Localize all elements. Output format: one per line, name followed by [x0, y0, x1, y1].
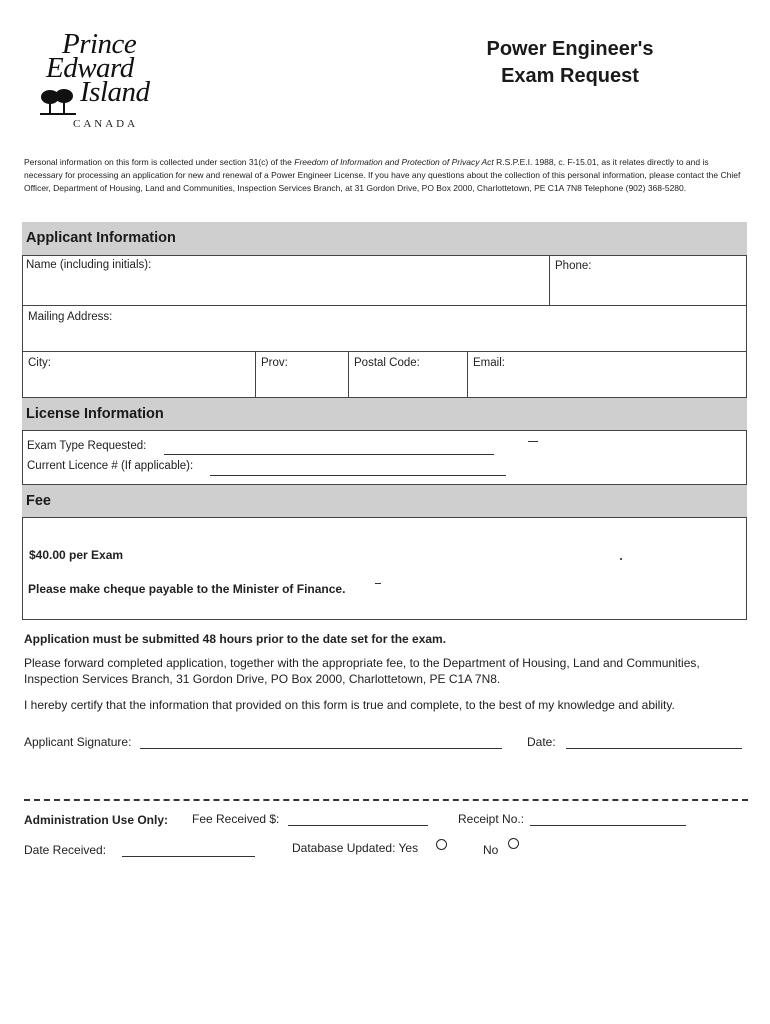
applicant-header [22, 222, 747, 256]
logo-text-canada: CANADA [73, 118, 139, 130]
certification-text: I hereby certify that the information that provided on this form is true and complete, to the best of my knowledge and ability. [24, 698, 675, 712]
fee-header [22, 484, 747, 518]
no-label: No [483, 843, 499, 857]
privacy-notice [24, 156, 748, 194]
fee-heading: Fee [26, 493, 51, 509]
phone-label: Phone: [555, 260, 592, 272]
current-licence-label: Current Licence # (If applicable): [27, 460, 194, 472]
phone-field[interactable] [550, 257, 746, 305]
signature-line[interactable] [140, 748, 502, 749]
postal-code-label: Postal Code: [354, 357, 420, 369]
signature-label: Applicant Signature: [24, 735, 132, 749]
database-yes-radio[interactable] [436, 839, 447, 850]
pei-logo [30, 22, 270, 140]
forward-instructions: Please forward completed application, together with the appropriate fee, to the Department of Housing, Land and Communities, Inspection Services Branch, 31 Gordon Drive, PO Box 2000, Charlottetown, PE C1A 7N8. [24, 656, 700, 686]
logo-text-island: Island [80, 76, 150, 108]
exam-type-line[interactable] [164, 454, 494, 455]
title-line-2: Exam Request [501, 65, 639, 87]
email-field[interactable] [468, 352, 746, 397]
privacy-text-1: Personal information on this form is collected under section 31(c) of the [24, 157, 295, 167]
database-no-radio[interactable] [508, 838, 519, 849]
mark [375, 583, 381, 584]
date-received-line[interactable] [122, 856, 255, 857]
fee-payable: Please make cheque payable to the Minister of Finance. [28, 582, 346, 596]
city-field[interactable] [23, 352, 255, 397]
tree-icon [38, 88, 78, 116]
date-received-label: Date Received: [24, 843, 107, 857]
date-label: Date: [527, 735, 556, 749]
fee-amount: $40.00 per Exam [29, 548, 124, 562]
mailing-address-field[interactable] [23, 306, 746, 351]
prov-label: Prov: [261, 357, 288, 369]
privacy-act-name: Freedom of Information and Protection of Privacy Act [294, 157, 494, 167]
receipt-line[interactable] [530, 825, 686, 826]
date-line[interactable] [566, 748, 742, 749]
prov-field[interactable] [256, 352, 348, 397]
submission-notice: Application must be submitted 48 hours prior to the date set for the exam. [24, 632, 447, 646]
applicant-heading: Applicant Information [26, 230, 176, 246]
privacy-text-2: R.S.P.E.I. 1988, c. F-15.01, as it relates directly to and is necessary for processing an application for new and renewal of a Power Engineer License. If you have any questions about the collection of this personal information, please contact the Chief Officer, Department of Housing, Land and Communities, Inspection Services Branch, at 31 Gordon Drive, PO Box 2000, Charlottetown, PE C1A 7N8 Telephone (902) 368-5280. [24, 157, 741, 193]
receipt-label: Receipt No.: [458, 812, 525, 826]
logo-text-prince: Prince [62, 28, 137, 60]
mailing-address-label: Mailing Address: [28, 311, 113, 323]
admin-heading: Administration Use Only: [24, 813, 169, 827]
mark [528, 441, 538, 442]
name-label: Name (including initials): [26, 259, 152, 271]
city-label: City: [28, 357, 51, 369]
page-title [430, 36, 710, 90]
logo-text-edward: Edward [46, 52, 134, 84]
license-header [22, 397, 747, 431]
current-licence-line[interactable] [210, 475, 506, 476]
fee-received-label: Fee Received $: [192, 812, 280, 826]
mark [620, 558, 622, 560]
postal-code-field[interactable] [349, 352, 467, 397]
exam-type-label: Exam Type Requested: [27, 440, 147, 452]
license-heading: License Information [26, 406, 164, 422]
email-label: Email: [473, 357, 505, 369]
cut-line [24, 799, 748, 801]
fee-received-line[interactable] [288, 825, 428, 826]
title-line-1: Power Engineer's [486, 38, 654, 60]
name-field[interactable] [23, 257, 549, 305]
database-updated-label: Database Updated: Yes [292, 841, 419, 855]
